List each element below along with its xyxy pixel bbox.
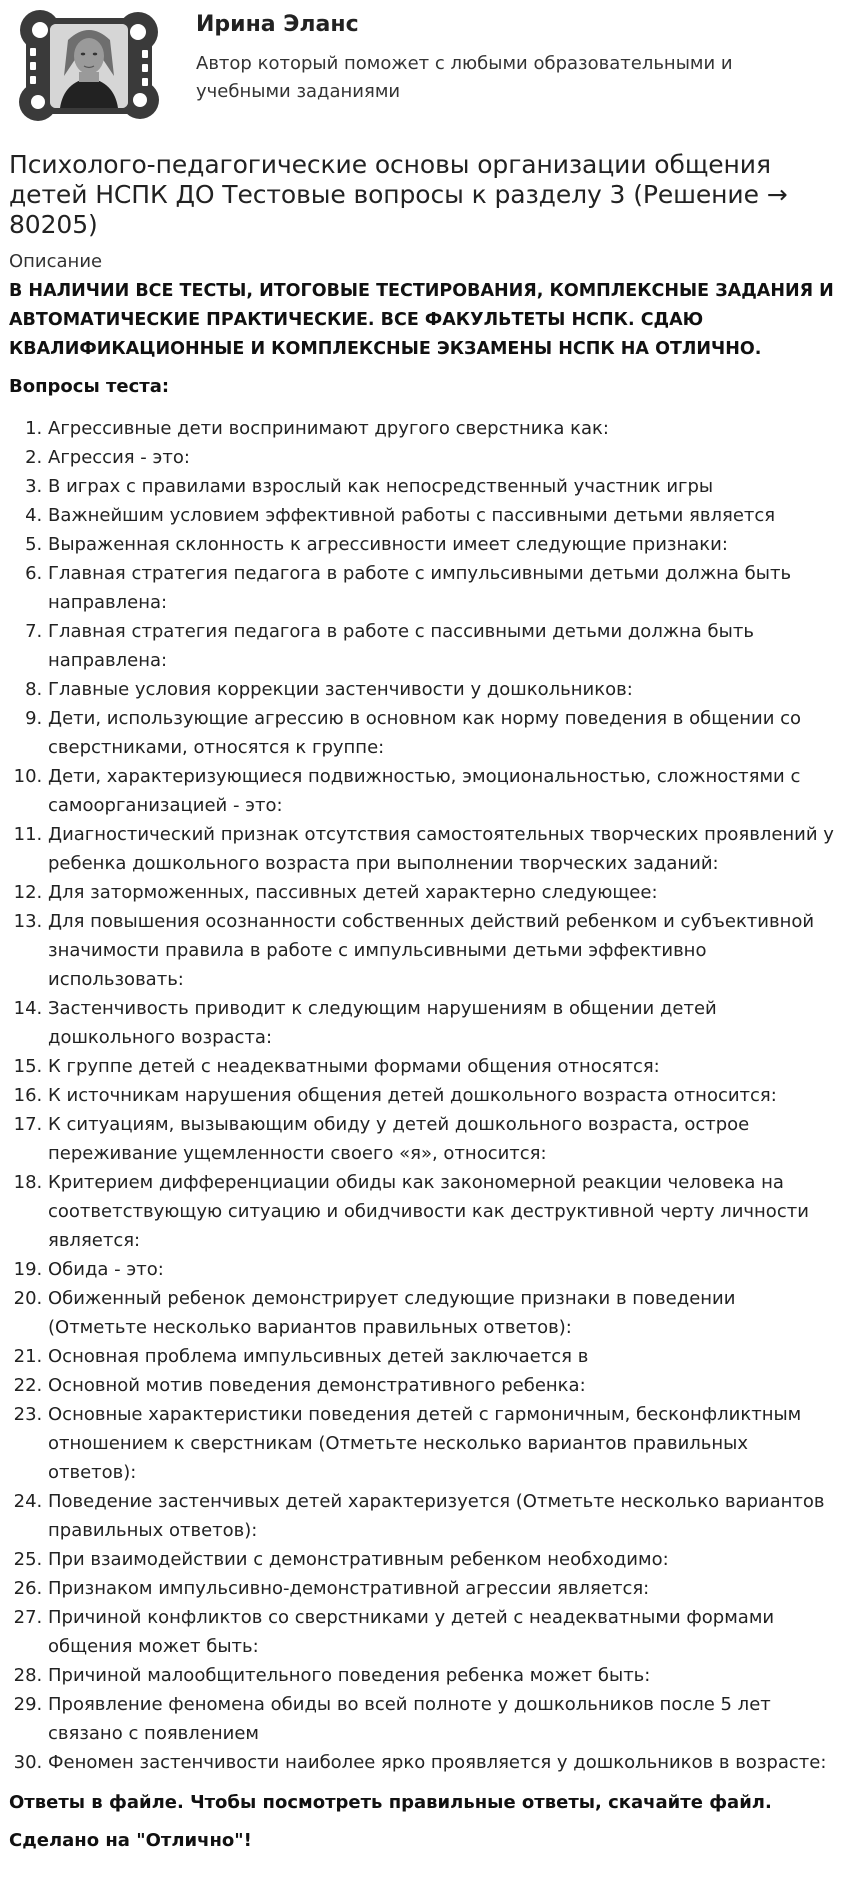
question-item: 30. Феномен застенчивости наиболее ярко проявляется у дошкольников в возрасте: — [48, 1748, 837, 1777]
description-body: В НАЛИЧИИ ВСЕ ТЕСТЫ, ИТОГОВЫЕ ТЕСТИРОВАНИЯ, КОМПЛЕКСНЫЕ ЗАДАНИЯ И АВТОМАТИЧЕСКИЕ ПРАКТИЧЕСКИЕ. ВСЕ ФАКУЛЬТЕТЫ НСПК. СДАЮ КВАЛИФИКАЦИОННЫЕ И КОМПЛЕКСНЫЕ ЭКЗАМЕНЫ НСПК НА ОТЛИЧНО. — [9, 281, 834, 359]
answers-note: Ответы в файле. Чтобы посмотреть правильные ответы, скачайте файл. — [9, 1792, 772, 1813]
question-item: 25. При взаимодействии с демонстративным ребенком необходимо: — [48, 1545, 837, 1574]
question-item: 11. Диагностический признак отсутствия самостоятельных творческих проявлений у ребенка дошкольного возраста при выполнении творческих заданий: — [48, 820, 837, 878]
question-item: 3. В играх с правилами взрослый как непосредственный участник игры — [48, 472, 837, 501]
question-item: 13. Для повышения осознанности собственных действий ребенком и субъективной значимости правила в работе с импульсивными детьми эффективно использовать: — [48, 907, 837, 994]
question-item: 5. Выраженная склонность к агрессивности имеет следующие признаки: — [48, 530, 837, 559]
quality-note: Сделано на "Отлично"! — [9, 1830, 252, 1851]
question-item: 26. Признаком импульсивно-демонстративной агрессии является: — [48, 1574, 837, 1603]
questions-heading: Вопросы теста: — [9, 376, 170, 397]
question-item: 1. Агрессивные дети воспринимают другого сверстника как: — [48, 414, 837, 443]
question-item: 4. Важнейшим условием эффективной работы с пассивными детьми является — [48, 501, 837, 530]
question-item: 9. Дети, использующие агрессию в основном как норму поведения в общении со сверстниками, относятся к группе: — [48, 704, 837, 762]
author-name[interactable]: Ирина Эланс — [196, 12, 359, 37]
description-label: Описание — [9, 251, 103, 272]
question-item: 20. Обиженный ребенок демонстрирует следующие признаки в поведении (Отметьте несколько вариантов правильных ответов): — [48, 1284, 837, 1342]
question-item: 27. Причиной конфликтов со сверстниками у детей с неадекватными формами общения может быть: — [48, 1603, 837, 1661]
question-item: 7. Главная стратегия педагога в работе с пассивными детьми должна быть направлена: — [48, 617, 837, 675]
question-item: 17. К ситуациям, вызывающим обиду у детей дошкольного возраста, острое переживание ущемленности своего «я», относится: — [48, 1110, 837, 1168]
questions-list — [9, 414, 837, 1777]
question-item: 21. Основная проблема импульсивных детей заключается в — [48, 1342, 837, 1371]
question-item: 22. Основной мотив поведения демонстративного ребенка: — [48, 1371, 837, 1400]
question-item: 16. К источникам нарушения общения детей дошкольного возраста относится: — [48, 1081, 837, 1110]
question-item: 15. К группе детей с неадекватными формами общения относятся: — [48, 1052, 837, 1081]
author-card — [9, 0, 837, 132]
author-bio: Автор который поможет с любыми образовательными и учебными заданиями — [196, 53, 733, 102]
question-item: 28. Причиной малообщительного поведения ребенка может быть: — [48, 1661, 837, 1690]
question-item: 29. Проявление феномена обиды во всей полноте у дошкольников после 5 лет связано с появлением — [48, 1690, 837, 1748]
avatar[interactable] — [16, 6, 162, 126]
question-item: 18. Критерием дифференциации обиды как закономерной реакции человека на соответствующую ситуацию и обидчивости как деструктивной черту личности является: — [48, 1168, 837, 1255]
question-item: 8. Главные условия коррекции застенчивости у дошкольников: — [48, 675, 837, 704]
question-item: 12. Для заторможенных, пассивных детей характерно следующее: — [48, 878, 837, 907]
question-item: 10. Дети, характеризующиеся подвижностью, эмоциональностью, сложностями с самоорганизацией - это: — [48, 762, 837, 820]
question-item: 2. Агрессия - это: — [48, 443, 837, 472]
question-item: 19. Обида - это: — [48, 1255, 837, 1284]
question-item: 24. Поведение застенчивых детей характеризуется (Отметьте несколько вариантов правильных ответов): — [48, 1487, 837, 1545]
question-item: 23. Основные характеристики поведения детей с гармоничным, бесконфликтным отношением к сверстникам (Отметьте несколько вариантов правильных ответов): — [48, 1400, 837, 1487]
question-item: 14. Застенчивость приводит к следующим нарушениям в общении детей дошкольного возраста: — [48, 994, 837, 1052]
page-title: Психолого-педагогические основы организации общения детей НСПК ДО Тестовые вопросы к разделу 3 (Решение → 80205) — [9, 150, 788, 239]
question-item: 6. Главная стратегия педагога в работе с импульсивными детьми должна быть направлена: — [48, 559, 837, 617]
